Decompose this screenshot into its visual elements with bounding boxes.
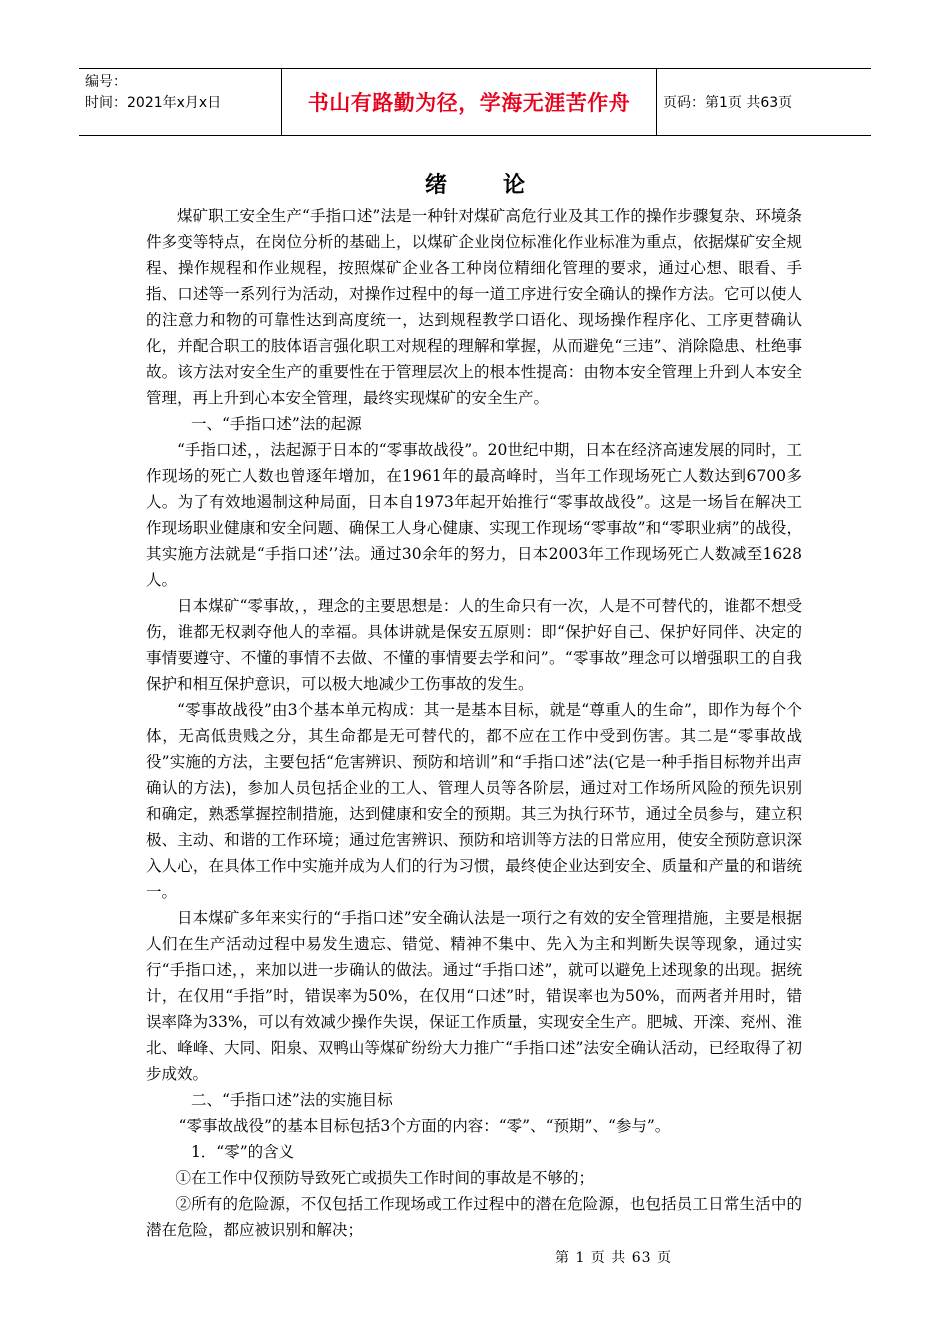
- list-item-2: ②所有的危险源，不仅包括工作现场或工作过程中的潜在危险源，也包括员工日常生活中的潜在危险，都应被识别和解决；: [146, 1195, 802, 1239]
- header-number-label: 编号：: [85, 74, 127, 90]
- paragraph-zero-accident-concept: 日本煤矿“零事故，，理念的主要思想是：人的生命只有一次，人是不可替代的，谁都不想受伤，谁都无权剥夺他人的幸福。具体讲就是保安五原则：即“保护好自己、保护好同伴、决定的事情要遵守、不懂的事情不去做、不懂的事情要去学和问”。“零事故”理念可以增强职工的自我保护和相互保护意识，可以极大地减少工伤事故的发生。: [146, 597, 802, 693]
- section-heading-origin: 一、“手指口述”法的起源: [190, 415, 362, 433]
- document-title: 绪论: [424, 173, 581, 198]
- header-page-label: 页码：第1页 共63页: [663, 95, 793, 111]
- header-date-label: 时间：2021年x月x日: [85, 95, 222, 111]
- paragraph-intro: 煤矿职工安全生产“手指口述”法是一种针对煤矿高危行业及其工作的操作步骤复杂、环境条件多变等特点，在岗位分析的基础上，以煤矿企业岗位标准化作业标准为重点，依据煤矿安全规程、操作规程和作业规程，按照煤矿企业各工种岗位精细化管理的要求，通过心想、眼看、手指、口述等一系列行为活动，对操作过程中的每一道工序进行安全确认的操作方法。它可以使人的注意力和物的可靠性达到高度统一，达到规程教学口语化、现场操作程序化、工序更替确认化，并配合职工的肢体语言强化职工对规程的理解和掌握，从而避免“三违”、消除隐患、杜绝事故。该方法对安全生产的重要性在于管理层次上的根本性提高：由物本安全管理上升到人本安全管理，再上升到心本安全管理，最终实现煤矿的安全生产。: [146, 207, 802, 407]
- page-footer: 第 1 页 共 63 页: [555, 1250, 672, 1266]
- paragraph-three-units: “零事故战役”由3个基本单元构成：其一是基本目标，就是“尊重人的生命”，即作为每个个体，无高低贵贱之分，其生命都是无可替代的，都不应在工作中受到伤害。其二是“零事故战役”实施的方法，主要包括“危害辨识、预防和培训”和“手指口述”法(它是一种手指目标物并出声确认的方法)，参加人员包括企业的工人、管理人员等各阶层，通过对工作场所风险的预先识别和确定，熟悉掌握控制措施，达到健康和安全的预期。其三为执行环节，通过全员参与，建立积极、主动、和谐的工作环境；通过危害辨识、预防和培训等方法的日常应用，使安全预防意识深入人心，在具体工作中实施并成为人们的行为习惯，最终使企业达到安全、质量和产量的和谐统一。: [146, 701, 802, 901]
- list-item-1: ①在工作中仅预防导致死亡或损失工作时间的事故是不够的；: [175, 1169, 594, 1187]
- document-body: [146, 203, 802, 1243]
- paragraph-japan-practice: 日本煤矿多年来实行的“手指口述”安全确认法是一项行之有效的安全管理措施，主要是根据人们在生产活动过程中易发生遗忘、错觉、精神不集中、先入为主和判断失误等现象，通过实行“手指口述，，来加以进一步确认的做法。通过“手指口述”，就可以避免上述现象的出现。据统计，在仅用“手指”时，错误率为50%，在仅用“口述”时，错误率也为50%，而两者并用时，错误率降为33%，可以有效减少操作失误，保证工作质量，实现安全生产。肥城、开滦、兖州、淮北、峰峰、大同、阳泉、双鸭山等煤矿纷纷大力推广“手指口述”法安全确认活动，已经取得了初步成效。: [146, 909, 802, 1083]
- header-motto: 书山有路勤为径，学海无涯苦作舟: [281, 69, 657, 135]
- header-meta: [79, 69, 281, 135]
- paragraph-origin: “手指口述，，法起源于日本的“零事故战役”。20世纪中期，日本在经济高速发展的同时，工作现场的死亡人数也曾逐年增加，在1961年的最高峰时，当年工作现场死亡人数达到6700多人。为了有效地遏制这种局面，日本自1973年起开始推行“零事故战役”。这是一场旨在解决工作现场职业健康和安全问题、确保工人身心健康、实现工作现场“零事故”和“零职业病”的战役，其实施方法就是“手指口述’’法。通过30余年的努力，日本2003年工作现场死亡人数减至1628人。: [146, 441, 802, 589]
- section-heading-goals: 二、“手指口述”法的实施目标: [190, 1091, 393, 1109]
- page-header: [79, 68, 871, 136]
- paragraph-goals: “零事故战役”的基本目标包括3个方面的内容：“零”、“预期”、“参与”。: [178, 1117, 671, 1135]
- subheading-zero-meaning: 1．“零”的含义: [190, 1143, 295, 1161]
